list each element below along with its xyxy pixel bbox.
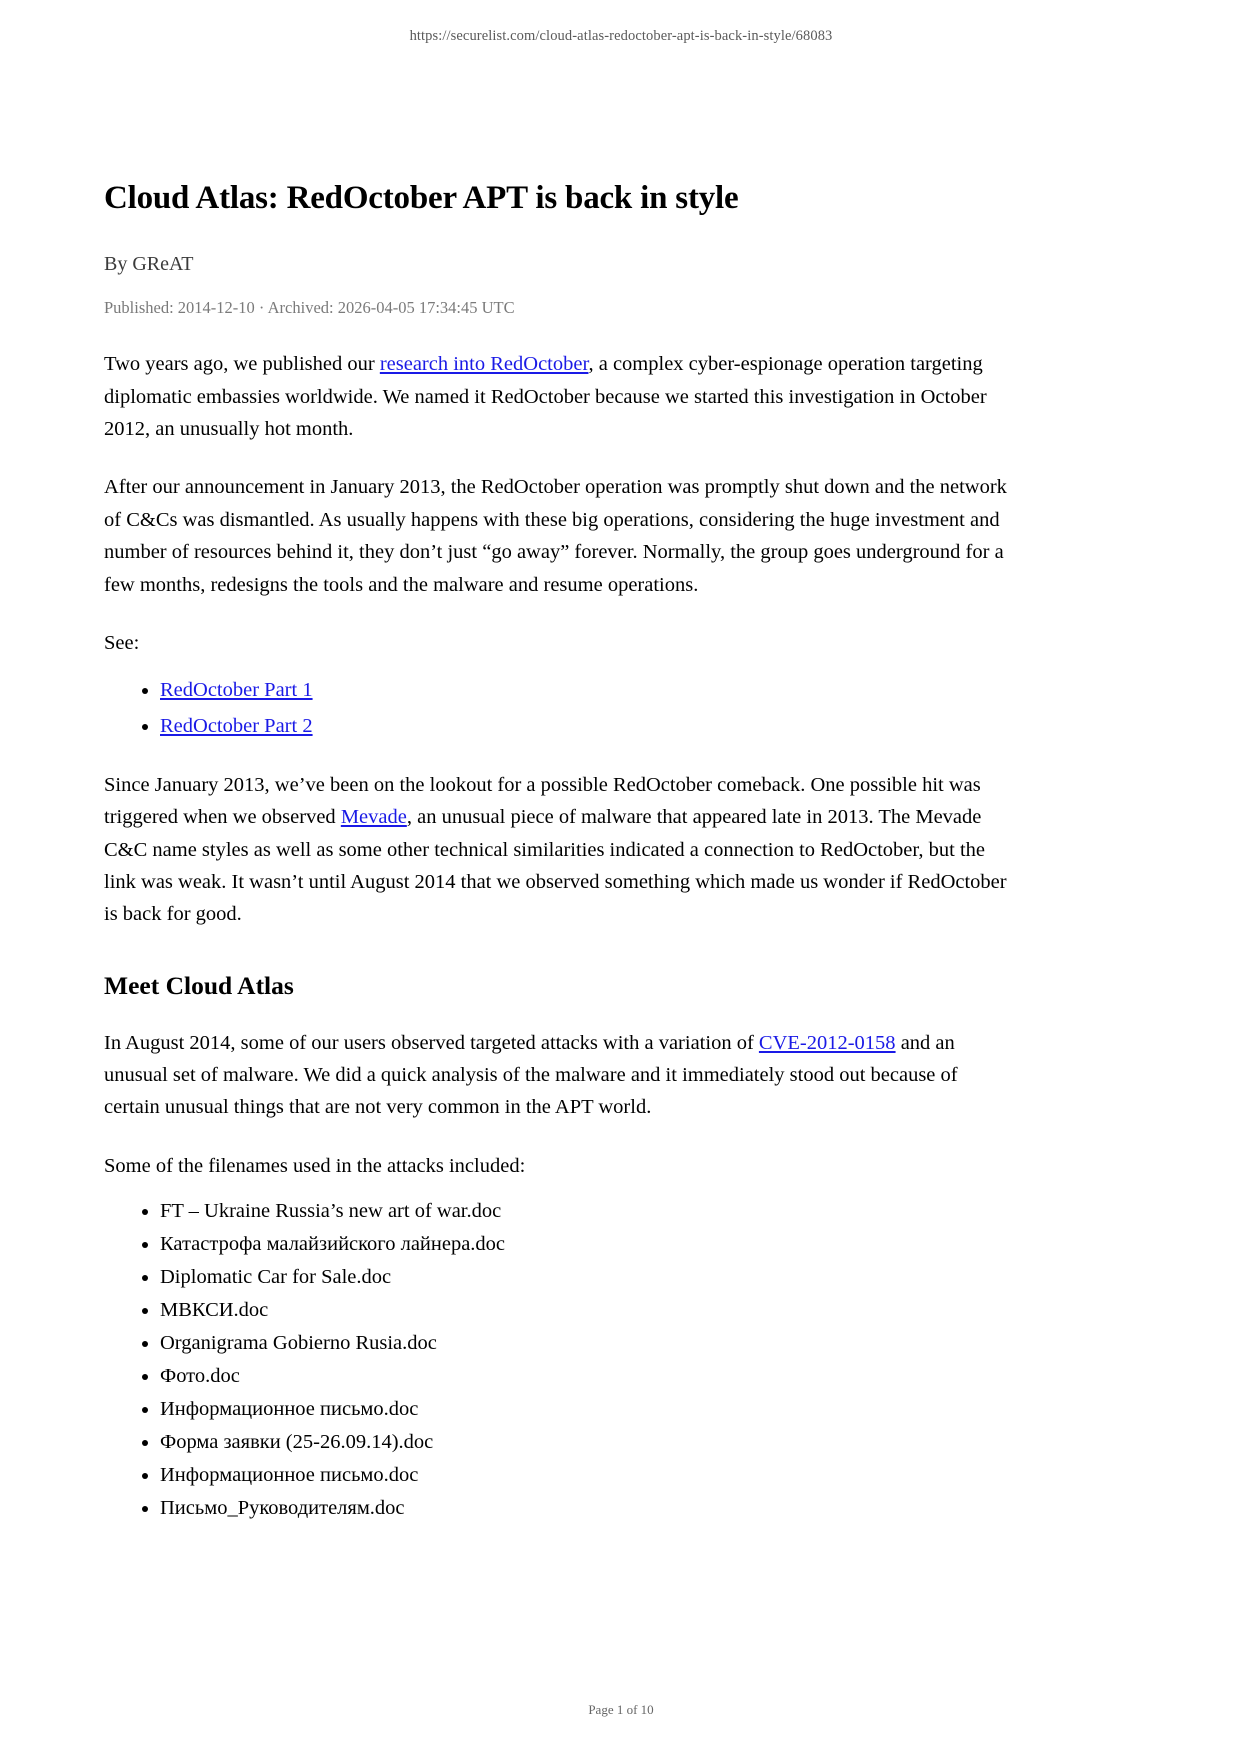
byline: By GReAT xyxy=(104,253,194,276)
section-heading-meet-cloud-atlas: Meet Cloud Atlas xyxy=(104,970,294,1000)
filenames-list xyxy=(104,1196,1009,1525)
list-item: • Diplomatic Car for Sale.doc xyxy=(160,1262,1009,1294)
list-item: • Форма заявки (25-26.09.14).doc xyxy=(160,1427,1009,1459)
research-into-redoctober-link[interactable]: research into RedOctober xyxy=(379,353,589,376)
paragraph-intro-text-b: , a complex cyber-espionage operation targeting diplomatic embassies worldwide. We named it RedOctober because we started this investigation in October 2012, an unusually hot month. xyxy=(104,353,987,440)
list-item xyxy=(160,711,1009,743)
cve-2012-0158-link[interactable]: CVE-2012-0158 xyxy=(758,1031,896,1054)
paragraph-shutdown: After our announcement in January 2013, the RedOctober operation was promptly shut down and the network of C&Cs was dismantled. As usually happens with these big operations, considering the huge investment and number of resources behind it, they don’t just “go away” forever. Normally, the group goes underground for a few months, redesigns the tools and the malware and resume operations. xyxy=(104,476,1007,596)
page-footer: Page 1 of 10 xyxy=(588,1702,654,1717)
mevade-link[interactable]: Mevade xyxy=(340,806,407,829)
redoctober-part-2-link[interactable]: RedOctober Part 2 xyxy=(160,715,313,738)
article-content xyxy=(104,178,1009,1526)
list-item: • Фото.doc xyxy=(160,1361,1009,1393)
publication-info: Published: 2014-12-10 · Archived: 2026-04-05 17:34:45 UTC xyxy=(104,298,515,318)
list-item: • Информационное письмо.doc xyxy=(160,1460,1009,1492)
list-item: • FT – Ukraine Russia’s new art of war.doc xyxy=(160,1196,1009,1228)
paragraph-august-text-a: In August 2014, some of our users observed targeted attacks with a variation of xyxy=(104,1031,759,1054)
redoctober-part-1-link[interactable]: RedOctober Part 1 xyxy=(160,679,313,702)
list-item: • Organigrama Gobierno Rusia.doc xyxy=(160,1328,1009,1360)
paragraph-mevade-text-b: , an unusual piece of malware that appeared late in 2013. The Mevade C&C name styles as well as some other technical similarities indicated a connection to RedOctober, but the link was weak. It wasn’t until August 2014 that we observed something which made us wonder if RedOctober is back for good. xyxy=(104,806,1007,926)
list-item: • МВКСИ.doc xyxy=(160,1295,1009,1327)
see-links-list xyxy=(104,675,1009,743)
see-label: See: xyxy=(104,631,140,654)
paragraph-filenames-intro: Some of the filenames used in the attacks included: xyxy=(104,1154,526,1177)
paragraph-august-text-b: and an unusual set of malware. We did a quick analysis of the malware and it immediately stood out because of certain unusual things that are not very common in the APT world. xyxy=(104,1031,958,1119)
paragraph-august-2014 xyxy=(104,1027,1009,1124)
list-item: • Письмо_Руководителям.doc xyxy=(160,1493,1009,1525)
list-item: • Информационное письмо.doc xyxy=(160,1394,1009,1426)
source-url: https://securelist.com/cloud-atlas-redoctober-apt-is-back-in-style/68083 xyxy=(409,28,833,44)
paragraph-mevade-text-a: Since January 2013, we’ve been on the lookout for a possible RedOctober comeback. One possible hit was triggered when we observed xyxy=(104,773,981,829)
paragraph-mevade xyxy=(104,769,1009,931)
paragraph-intro-text-a: Two years ago, we published our xyxy=(104,353,380,376)
paragraph-intro xyxy=(104,348,1009,445)
list-item xyxy=(160,675,1009,707)
page-title: Cloud Atlas: RedOctober APT is back in style xyxy=(104,180,739,216)
list-item: • Катастрофа малайзийского лайнера.doc xyxy=(160,1229,1009,1261)
